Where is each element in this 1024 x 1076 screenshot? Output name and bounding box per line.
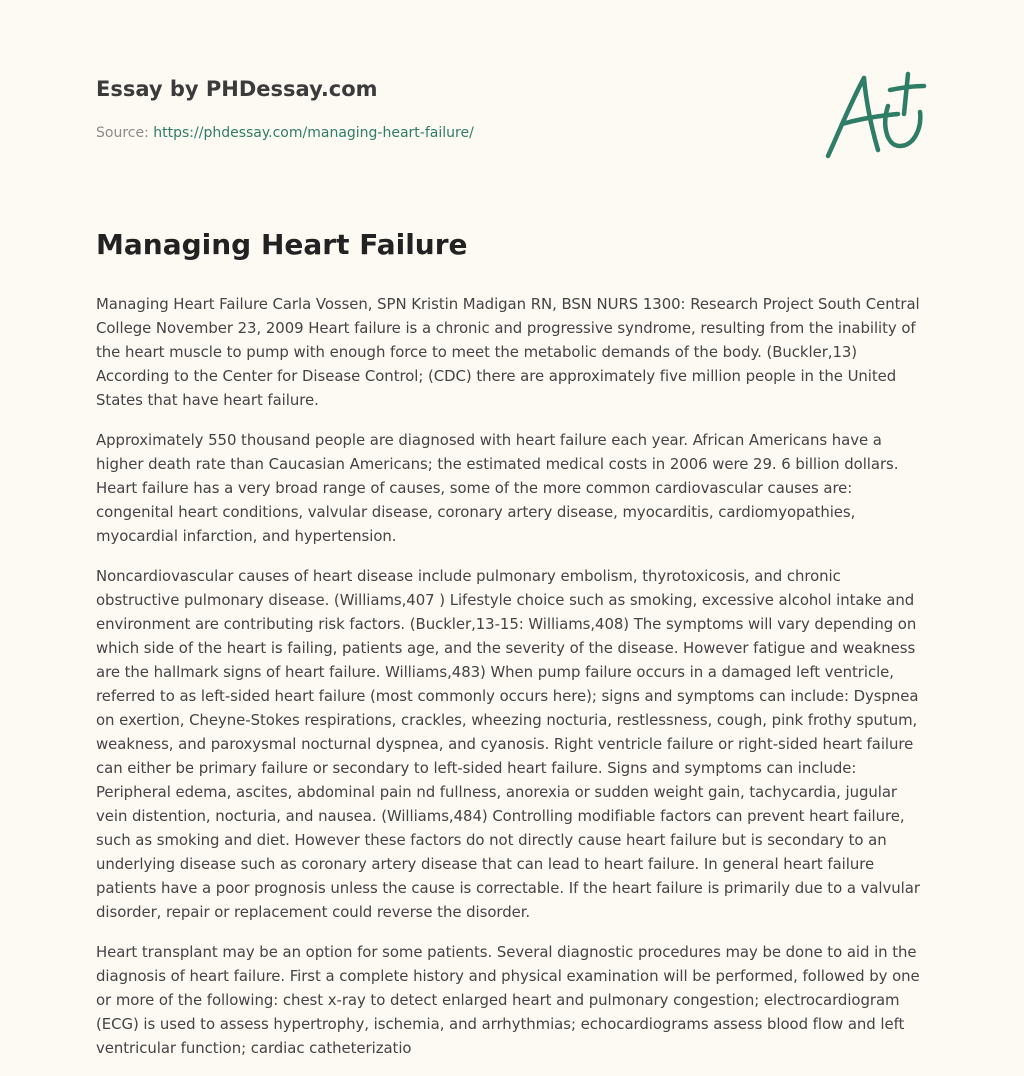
essay-paragraph-2: Approximately 550 thousand people are diagnosed with heart failure each year. African Americans have a higher death rate than Caucasian Americans; the estimated medical costs in 2006 were 29. 6 billion dollars. Heart failure has a very broad range of causes, some of the more common cardiovascular causes are: congenital heart conditions, valvular disease, coronary artery disease, myocarditis, cardiomyopathies, myocardial infarction, and hypertension. [96, 431, 899, 545]
source-label: Source: [96, 125, 154, 141]
site-title: Essay by PHDessay.com [96, 77, 378, 101]
a-plus-logo-icon [824, 68, 928, 164]
site-header [96, 74, 928, 174]
source-link[interactable]: https://phdessay.com/managing-heart-failure/ [153, 125, 474, 141]
essay-content [96, 225, 928, 1076]
essay-paragraph-1: Managing Heart Failure Carla Vossen, SPN Kristin Madigan RN, BSN NURS 1300: Research Project South Central College November 23, 2009 Heart failure is a chronic and progressive syndrome, resulting from the inability of the heart muscle to pump with enough force to meet the metabolic demands of the body. (Buckler,13) According to the Center for Disease Control; (CDC) there are approximately five million people in the United States that have heart failure. [96, 295, 920, 409]
essay-paragraph-4: Heart transplant may be an option for some patients. Several diagnostic procedures may be done to aid in the diagnosis of heart failure. First a complete history and physical examination will be performed, followed by one or more of the following: chest x-ray to detect enlarged heart and pulmonary congestion; electrocardiogram (ECG) is used to assess hypertrophy, ischemia, and arrhythmias; echocardiograms assess blood flow and left ventricular function; cardiac catheterizatio [96, 943, 920, 1057]
source-line [96, 124, 474, 142]
essay-title: Managing Heart Failure [96, 228, 468, 261]
essay-paragraph-3: Noncardiovascular causes of heart disease include pulmonary embolism, thyrotoxicosis, and chronic obstructive pulmonary disease. (Williams,407 ) Lifestyle choice such as smoking, excessive alcohol intake and environment are contributing risk factors. (Buckler,13-15: Williams,408) The symptoms will vary depending on which side of the heart is failing, patients age, and the severity of the disease. However fatigue and weakness are the hallmark signs of heart failure. Williams,483) When pump failure occurs in a damaged left ventricle, referred to as left-sided heart failure (most commonly occurs here); signs and symptoms can include: Dyspnea on exertion, Cheyne-Stokes respirations, crackles, wheezing nocturia, restlessness, cough, pink frothy sputum, weakness, and paroxysmal nocturnal dyspnea, and cyanosis. Right ventricle failure or right-sided heart failure can either be primary failure or secondary to left-sided heart failure. Signs and symptoms can include: Peripheral edema, ascites, abdominal pain nd fullness, anorexia or sudden weight gain, tachycardia, jugular vein distention, nocturia, and nausea. (Williams,484) Controlling modifiable factors can prevent heart failure, such as smoking and diet. However these factors do not directly cause heart failure but is secondary to an underlying disease such as coronary artery disease that can lead to heart failure. In general heart failure patients have a poor prognosis unless the cause is correctable. If the heart failure is primarily due to a valvular disorder, repair or replacement could reverse the disorder. [96, 567, 920, 921]
